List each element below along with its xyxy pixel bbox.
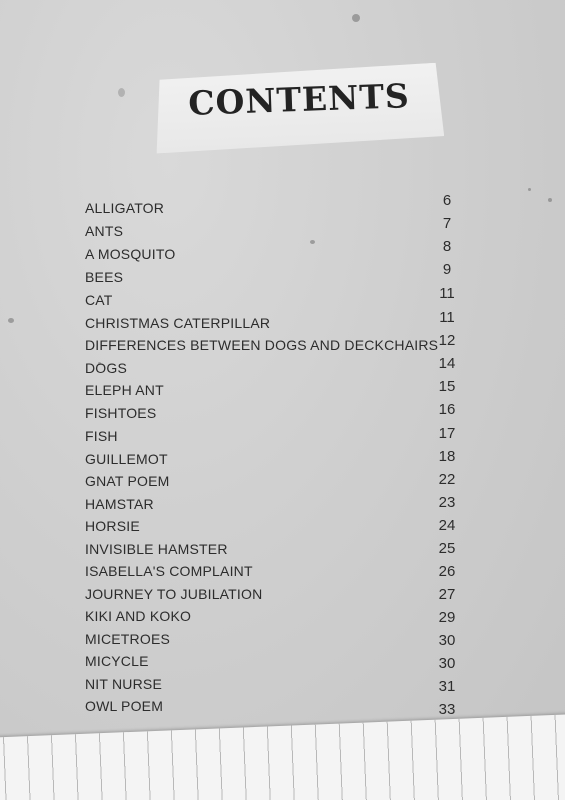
entry-title: CAT — [85, 292, 113, 308]
entry-page-number: 30 — [438, 655, 456, 672]
toc-entry — [0, 285, 565, 312]
entry-title: ANTS — [85, 223, 124, 239]
toc-entry — [0, 651, 565, 673]
page-title: CONTENTS — [187, 76, 411, 123]
entry-page-number: 24 — [438, 517, 456, 534]
entry-title: FISHTOES — [85, 405, 157, 421]
toc-entry — [0, 355, 565, 380]
entry-title: ELEPH ANT — [85, 382, 164, 398]
toc-entry — [0, 674, 565, 696]
entry-title: NIT NURSE — [85, 676, 162, 692]
toc-entry — [0, 380, 565, 402]
entry-page-number: 25 — [438, 540, 456, 557]
entry-title: ALLIGATOR — [85, 200, 165, 216]
entry-title: DIFFERENCES BETWEEN DOGS AND DECKCHAIRS — [85, 337, 439, 353]
toc-entry — [0, 238, 565, 266]
toc-entry — [0, 516, 565, 538]
entry-title: KIKI AND KOKO — [85, 608, 192, 624]
toc-entry — [0, 629, 565, 651]
entry-title: FISH — [85, 428, 118, 444]
toc-entry — [0, 403, 565, 425]
toc-entry — [0, 449, 565, 471]
toc-entry — [0, 309, 565, 335]
entry-title: MICYCLE — [85, 653, 149, 669]
entry-title: DOGS — [85, 360, 128, 376]
entry-title: JOURNEY TO JUBILATION — [85, 586, 263, 602]
toc-entry — [0, 539, 565, 561]
entry-page-number: 30 — [438, 632, 456, 649]
entry-page-number: 12 — [438, 332, 456, 349]
entry-page-number: 11 — [439, 309, 455, 326]
entry-page-number: 31 — [438, 678, 456, 695]
toc-entry — [0, 215, 565, 243]
entry-page-number: 14 — [438, 355, 456, 372]
entry-title: GUILLEMOT — [85, 451, 168, 467]
entry-page-number: 27 — [438, 586, 456, 603]
entry-title: HAMSTAR — [85, 496, 154, 512]
entry-page-number: 22 — [438, 471, 456, 488]
entry-page-number: 11 — [439, 285, 455, 302]
toc-entry — [0, 696, 565, 718]
toc-entry — [0, 606, 565, 628]
entry-title: MICETROES — [85, 631, 171, 647]
toc-entry — [0, 261, 565, 289]
entry-page-number: 16 — [438, 401, 456, 418]
entry-page-number: 18 — [438, 448, 456, 465]
entry-title: HORSIE — [85, 518, 140, 534]
entry-title: ISABELLA'S COMPLAINT — [85, 563, 253, 579]
entry-page-number: 17 — [438, 425, 456, 442]
entry-page-number: 26 — [438, 563, 456, 580]
entry-title: GNAT POEM — [85, 473, 170, 489]
entry-page-number: 15 — [438, 378, 456, 395]
toc-entry — [0, 192, 565, 220]
toc-entry — [0, 471, 565, 493]
toc-entry — [0, 426, 565, 448]
toc-entry — [0, 494, 565, 516]
entry-title: A MOSQUITO — [85, 246, 176, 262]
entry-title: INVISIBLE HAMSTER — [85, 541, 228, 557]
entry-page-number: 23 — [438, 494, 456, 511]
entry-page-number: 33 — [438, 701, 456, 718]
toc-entry — [0, 561, 565, 583]
toc-entry — [0, 332, 565, 357]
toc-entry — [0, 584, 565, 606]
entry-title: BEES — [85, 269, 124, 285]
entry-page-number: 9 — [442, 261, 452, 278]
entry-page-number: 8 — [442, 238, 452, 255]
entry-title: CHRISTMAS CATERPILLAR — [85, 315, 271, 331]
entry-page-number: 6 — [442, 192, 452, 209]
entry-title: OWL POEM — [85, 698, 164, 714]
entry-page-number: 7 — [442, 215, 452, 232]
entry-page-number: 29 — [438, 609, 456, 626]
